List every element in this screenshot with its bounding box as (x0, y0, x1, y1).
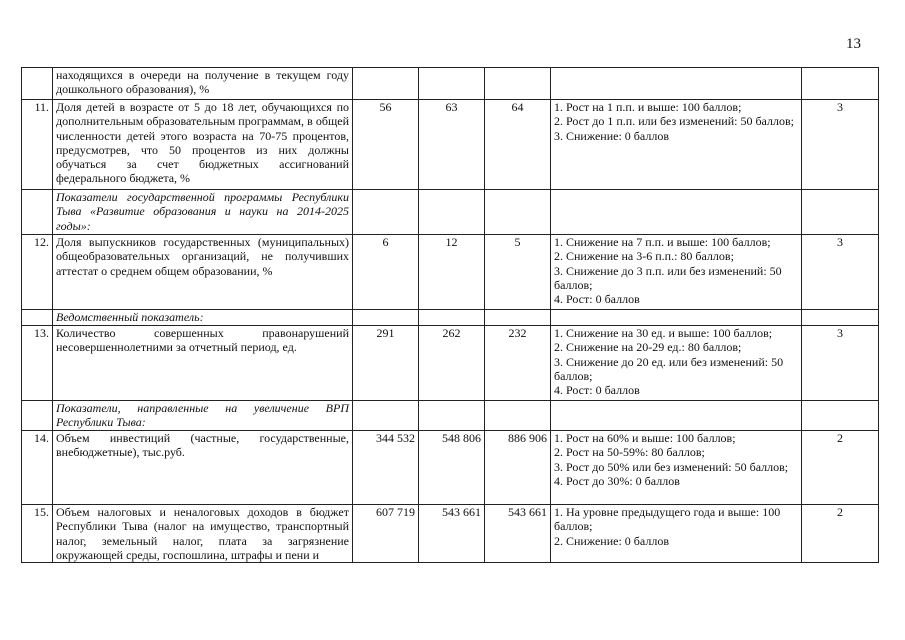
criterion-line: 2. Снижение на 20-29 ед.: 80 баллов; (554, 340, 742, 355)
value-year-3: 64 (485, 100, 551, 190)
scoring-criteria (551, 235, 802, 310)
indicator-description: Объем налоговых и неналоговых доходов в бюджет Республики Тыва (налог на имущество, транспортный налог, земельный налог, плата за загрязнение окружающей среды, госпошлина, штрафы и пени и (53, 505, 353, 563)
value-year-2 (419, 310, 485, 326)
indicator-description: Объем инвестиций (частные, государственные, внебюджетные), тыс.руб. (53, 431, 353, 505)
indicator-description: Доля детей в возрасте от 5 до 18 лет, обучающихся по дополнительным образовательным программам, в общей численности детей этого возраста на 70-75 процентов, предусмотрев, что 50 процентов из них должны обучаться за счет бюджетных ассигнований федерального бюджета, % (53, 100, 353, 190)
indicators-table (21, 67, 879, 563)
value-year-3: 232 (485, 326, 551, 401)
weight-value (802, 190, 879, 235)
indicator-description: Доля выпускников государственных (муниципальных) общеобразовательных организаций, не получивших аттестат о среднем общем образовании, % (53, 235, 353, 310)
row-number: 11. (22, 100, 53, 190)
value-year-2: 543 661 (419, 505, 485, 563)
criterion-line: 1. Рост на 60% и выше: 100 баллов; (554, 431, 736, 445)
row-number (22, 68, 53, 100)
criterion-line: 4. Рост: 0 баллов (554, 383, 640, 398)
criterion-line: 3. Снижение до 20 ед. или без изменений: 50 баллов; (554, 354, 784, 383)
criterion-line: 1. На уровне предыдущего года и выше: 100 баллов; (554, 505, 781, 534)
table-row (22, 326, 879, 401)
indicator-description: Количество совершенных правонарушений несовершеннолетними за отчетный период, ед. (53, 326, 353, 401)
value-year-1: 291 (353, 326, 419, 401)
scoring-criteria (551, 310, 802, 326)
table-row (22, 100, 879, 190)
value-year-1: 56 (353, 100, 419, 190)
criterion-line: 4. Рост: 0 баллов (554, 292, 640, 307)
value-year-1 (353, 401, 419, 431)
section-heading: Показатели государственной программы Республики Тыва «Развитие образования и науки на 2014-2025 годы»: (53, 190, 353, 235)
value-year-3 (485, 68, 551, 100)
row-number (22, 401, 53, 431)
row-number: 15. (22, 505, 53, 563)
scoring-criteria (551, 100, 802, 190)
value-year-1: 344 532 (353, 431, 419, 505)
section-heading: Показатели, направленные на увеличение ВРП Республики Тыва: (53, 401, 353, 431)
weight-value: 3 (802, 235, 879, 310)
weight-value (802, 401, 879, 431)
value-year-3 (485, 401, 551, 431)
table-row (22, 235, 879, 310)
criterion-line: 3. Снижение: 0 баллов (554, 128, 669, 143)
table-row (22, 68, 879, 100)
scoring-criteria (551, 68, 802, 100)
criterion-line: 2. Рост до 1 п.п. или без изменений: 50 баллов; (554, 114, 794, 129)
row-number: 13. (22, 326, 53, 401)
row-number: 12. (22, 235, 53, 310)
row-number (22, 190, 53, 235)
criterion-line: 2. Рост на 50-59%: 80 баллов; (554, 445, 705, 460)
value-year-3: 886 906 (485, 431, 551, 505)
weight-value: 2 (802, 505, 879, 563)
row-number: 14. (22, 431, 53, 505)
value-year-2: 262 (419, 326, 485, 401)
criterion-line: 4. Рост до 30%: 0 баллов (554, 473, 680, 488)
scoring-criteria (551, 190, 802, 235)
scoring-criteria (551, 326, 802, 401)
value-year-1 (353, 310, 419, 326)
value-year-1 (353, 68, 419, 100)
criterion-line: 1. Снижение на 7 п.п. и выше: 100 баллов; (554, 235, 771, 249)
criterion-line: 2. Снижение на 3-6 п.п.: 80 баллов; (554, 249, 734, 264)
value-year-1 (353, 190, 419, 235)
value-year-3 (485, 310, 551, 326)
table-row (22, 190, 879, 235)
weight-value: 3 (802, 326, 879, 401)
page-number: 13 (846, 36, 861, 52)
value-year-2 (419, 68, 485, 100)
value-year-3: 5 (485, 235, 551, 310)
value-year-2: 63 (419, 100, 485, 190)
criterion-line: 2. Снижение: 0 баллов (554, 533, 669, 548)
scoring-criteria (551, 401, 802, 431)
value-year-1: 607 719 (353, 505, 419, 563)
table-row (22, 401, 879, 431)
value-year-2: 12 (419, 235, 485, 310)
value-year-3: 543 661 (485, 505, 551, 563)
row-number (22, 310, 53, 326)
criterion-line: 3. Рост до 50% или без изменений: 50 баллов; (554, 459, 789, 474)
scoring-criteria (551, 431, 802, 505)
table-row (22, 310, 879, 326)
criterion-line: 1. Снижение на 30 ед. и выше: 100 баллов; (554, 326, 773, 340)
weight-value: 2 (802, 431, 879, 505)
value-year-2 (419, 401, 485, 431)
table-row (22, 505, 879, 563)
weight-value (802, 310, 879, 326)
section-heading: Ведомственный показатель: (53, 310, 353, 326)
criterion-line: 1. Рост на 1 п.п. и выше: 100 баллов; (554, 100, 742, 114)
value-year-2 (419, 190, 485, 235)
weight-value (802, 68, 879, 100)
table-row (22, 431, 879, 505)
criterion-line: 3. Снижение до 3 п.п. или без изменений: 50 баллов; (554, 263, 782, 292)
indicator-description: находящихся в очереди на получение в текущем году дошкольного образования), % (53, 68, 353, 100)
value-year-2: 548 806 (419, 431, 485, 505)
value-year-3 (485, 190, 551, 235)
value-year-1: 6 (353, 235, 419, 310)
scoring-criteria (551, 505, 802, 563)
weight-value: 3 (802, 100, 879, 190)
